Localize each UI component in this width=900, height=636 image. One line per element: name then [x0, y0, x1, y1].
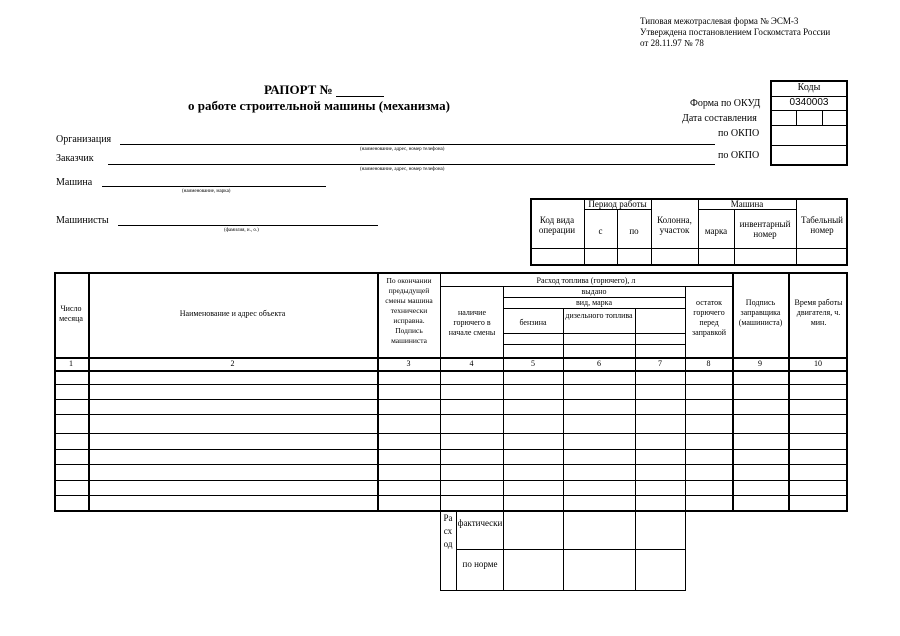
date-label: Дата составления: [682, 113, 757, 124]
customer-hint: (наименование, адрес, номер телефона): [360, 167, 445, 172]
col-num-8: 8: [706, 359, 711, 368]
period-header: Период работы: [588, 199, 647, 209]
tab-number-header: Табельный номер: [801, 215, 843, 235]
expense-actual-label: фактически: [457, 518, 503, 528]
machine-label: Машина: [56, 177, 93, 188]
col10-header: Время работы двигателя, ч. мин.: [794, 298, 843, 327]
expense-vertical-label: Расход: [443, 513, 453, 549]
main-hline-sub2: [503, 344, 685, 345]
expense-vline-3: [563, 511, 564, 591]
codes-divider-3: [770, 125, 848, 126]
main-hline-sub1: [503, 333, 685, 334]
column-header: Колонна, участок: [657, 215, 692, 235]
col-num-7: 7: [658, 359, 662, 368]
row-line-2: [54, 399, 848, 400]
expense-hline: [456, 549, 686, 550]
row-line-3: [54, 414, 848, 415]
row-line-7: [54, 480, 848, 481]
col-num-5: 5: [531, 359, 535, 368]
col-num-1: 1: [69, 359, 73, 368]
expense-vline-2: [503, 511, 504, 591]
form-info-line1: Типовая межотраслевая форма № ЭСМ-3: [640, 16, 799, 26]
period-from: с: [598, 226, 603, 236]
col2-header: Наименование и адрес объекта: [179, 309, 286, 318]
brand-header: марка: [704, 226, 728, 236]
kind-header: вид, марка: [575, 298, 612, 307]
col-num-2: 2: [230, 359, 235, 368]
col1-header: Число месяца: [59, 304, 83, 323]
col3-header: По окончании предыдущей смены машина технически исправна. Подпись машиниста: [385, 276, 433, 345]
col9-header: Подпись заправщика (машиниста): [738, 298, 783, 327]
okud-label: Форма по ОКУД: [690, 98, 761, 109]
main-hline-kind: [503, 308, 685, 309]
col-num-6: 6: [597, 359, 601, 368]
report-title-number: РАПОРТ №: [264, 82, 333, 97]
okud-value: 0340003: [789, 97, 829, 108]
machinists-field[interactable]: [118, 225, 378, 226]
op-hline-1: [584, 209, 651, 210]
row-line-5: [54, 449, 848, 450]
col-num-9: 9: [758, 359, 762, 368]
machinists-label: Машинисты: [56, 215, 109, 226]
col4-header: наличие горючего в начале смены: [448, 308, 496, 337]
organization-label: Организация: [56, 134, 112, 145]
organization-field[interactable]: [120, 144, 715, 145]
op-code-header: Код вида операции: [538, 215, 576, 235]
form-info: [640, 16, 830, 49]
machine-header: Машина: [730, 199, 764, 209]
inventory-header: инвентарный номер: [739, 219, 791, 239]
col-num-4: 4: [469, 359, 474, 368]
codes-divider-4: [770, 145, 848, 146]
machinists-hint: (фамилия, и., о.): [224, 228, 259, 233]
op-hline-3: [530, 248, 848, 249]
issued-header: выдано: [581, 287, 607, 296]
main-vline-1: [88, 272, 90, 512]
machine-hint: (наименование, марка): [182, 189, 231, 194]
okpo1-label: по ОКПО: [718, 128, 760, 139]
main-vline-5: [563, 308, 564, 512]
expense-norm-label: по норме: [462, 559, 498, 569]
main-hline-body: [54, 370, 848, 372]
form-info-line3: от 28.11.97 № 78: [640, 38, 704, 48]
codes-divider-2: [770, 110, 848, 111]
codes-header: Коды: [797, 82, 821, 93]
col-num-3: 3: [406, 359, 411, 368]
report-title: о работе строительной машины (механизма): [188, 98, 450, 113]
row-line-1: [54, 384, 848, 385]
date-divider-1: [796, 110, 797, 125]
main-vline-3: [440, 272, 441, 512]
op-hline-2: [698, 209, 796, 210]
col8-header: остаток горючего перед заправкой: [692, 298, 726, 337]
report-number-line[interactable]: [336, 96, 384, 97]
col-num-10: 10: [814, 359, 822, 368]
period-to: по: [629, 226, 639, 236]
col6-header: дизельного топлива: [565, 311, 633, 320]
form-info-line2: Утверждена постановлением Госкомстата России: [640, 27, 831, 37]
customer-field[interactable]: [108, 164, 715, 165]
row-line-6: [54, 464, 848, 465]
expense-vline-4: [635, 511, 636, 591]
fuel-header: Расход топлива (горючего), л: [536, 276, 636, 285]
date-divider-2: [822, 110, 823, 125]
customer-label: Заказчик: [56, 153, 94, 164]
organization-hint: (наименование, адрес, номер телефона): [360, 147, 445, 152]
op-vline-2: [617, 209, 618, 266]
row-line-4: [54, 433, 848, 434]
col5-header: бензина: [519, 318, 547, 327]
main-vline-6: [635, 308, 636, 512]
machine-field[interactable]: [102, 186, 326, 187]
okpo2-label: по ОКПО: [718, 150, 760, 161]
row-line-8: [54, 495, 848, 496]
